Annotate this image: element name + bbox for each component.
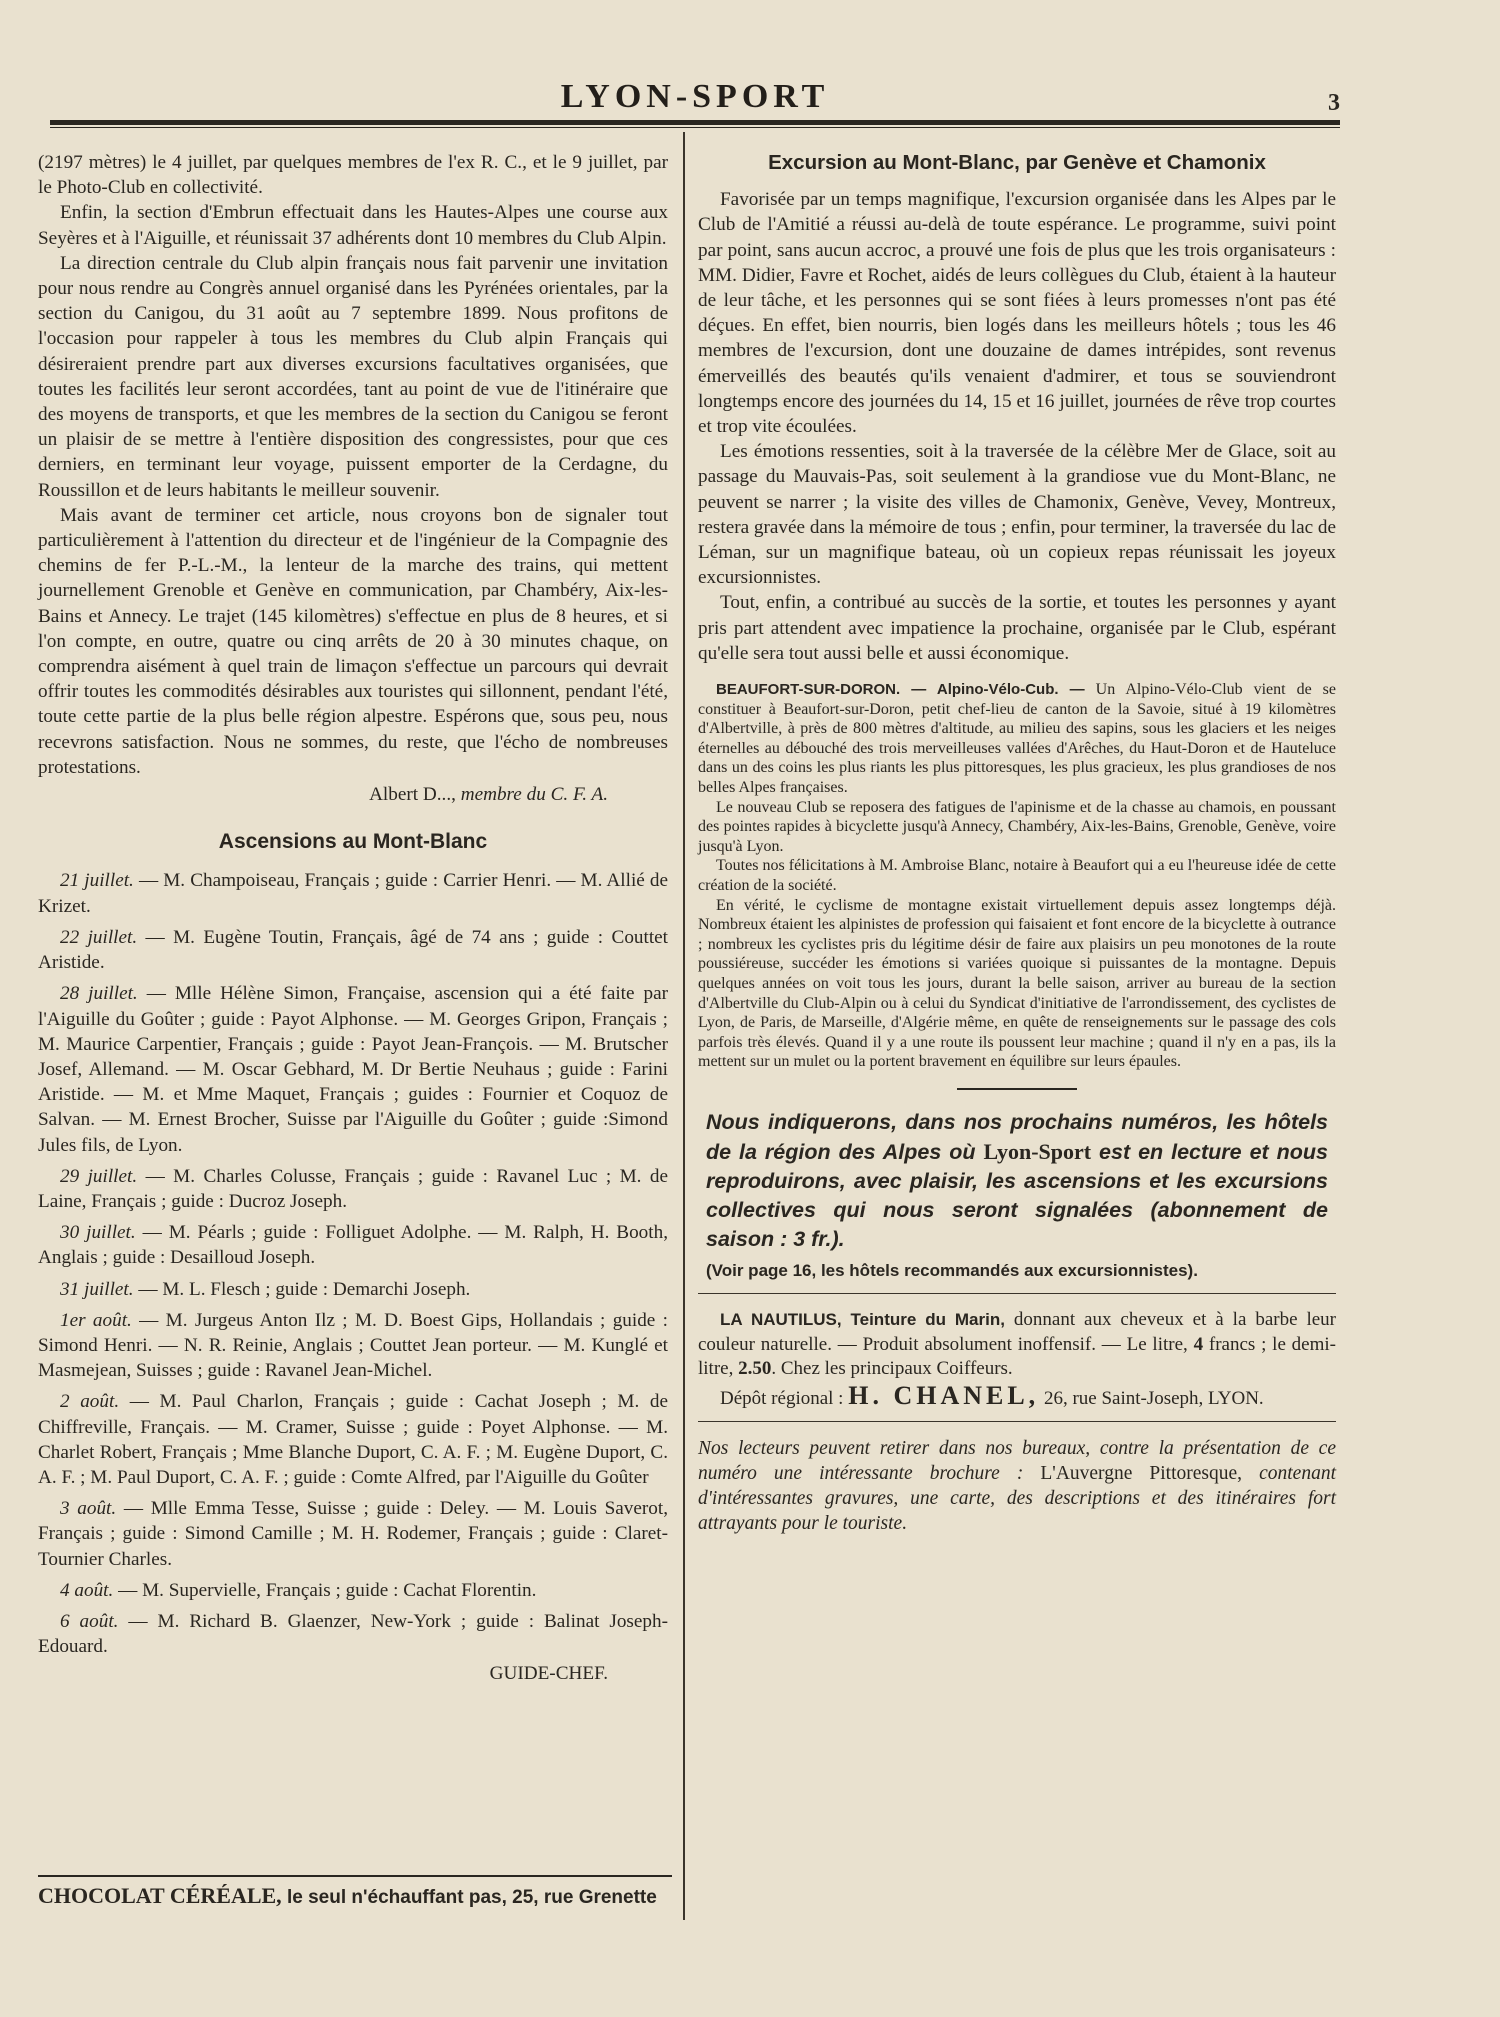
signature-name: Albert D...,: [369, 784, 456, 806]
beaufort-paragraph: Toutes nos félicitations à M. Ambroise Blanc, notaire à Beaufort qui a eu l'heureuse idée de cette création de la société.: [698, 857, 1336, 894]
ascension-text: — M. Péarls ; guide : Folliguet Adolphe. — M. Ralph, H. Booth, Anglais ; guide : Desailloud Joseph.: [38, 1222, 668, 1269]
masthead-title: LYON-SPORT: [560, 78, 830, 115]
column-divider: [683, 132, 685, 1920]
ad-paragraph: [698, 1308, 1336, 1382]
ascension-date: 30 juillet.: [60, 1222, 136, 1244]
right-column: [698, 150, 1336, 1536]
chocolat-text: le seul n'échauffant pas, 25, rue Grenette: [281, 1887, 657, 1908]
article-paragraph: Mais avant de terminer cet article, nous croyons bon de signaler tout particulièrement à l'attention du directeur et de l'ingénieur de la Compagnie des chemins de fer P.-L.-M., la lenteur de la marche des trains, qui mettent journellement Grenoble et Genève en communication, par Chambéry, Aix-les-Bains et Annecy. Le trajet (145 kilomètres) s'effectue en plus de 8 heures, et si l'on compte, en outre, quatre ou cinq arrêts de 20 à 30 minutes chaque, on comprendra aisément à quel train de limaçon s'effectue un parcours qui devrait offrir toutes les commodités désirables aux touristes qui sillonnent, pendant l'été, toute cette partie de la plus belle région alpestre. Espérons que, sous peu, nous recevrons satisfaction. Nous ne sommes, du reste, que l'écho de nombreuses protestations.: [38, 504, 668, 778]
ascension-date: 21 juillet.: [60, 870, 134, 892]
ad-chanel: H. CHANEL,: [848, 1380, 1040, 1410]
ascension-entry: [38, 981, 668, 1157]
beaufort-article: [698, 680, 1336, 1072]
ascension-entry: [38, 1609, 668, 1659]
article-paragraph: Enfin, la section d'Embrun effectuait dans les Hautes-Alpes une course aux Seyères et à l'Aiguille, et réunissait 37 adhérents dont 10 membres du Club Alpin.: [38, 202, 668, 249]
masthead: [50, 78, 1340, 118]
ascension-entry: [38, 1220, 668, 1270]
ascension-text: — M. Charles Colusse, Français ; guide : Ravanel Luc ; M. de Laine, Français ; guide : Ducroz Joseph.: [38, 1165, 669, 1212]
hotels-notice: [706, 1108, 1328, 1254]
ascension-entry: [38, 1389, 668, 1490]
brochure-notice: [698, 1436, 1336, 1536]
ascension-date: 3 août.: [60, 1498, 117, 1520]
ascension-entry: [38, 868, 668, 918]
ascension-entry: [38, 1277, 668, 1302]
ad-text: . Chez les principaux Coiffeurs.: [771, 1358, 1013, 1380]
notice-text: Nous indiquerons, dans nos prochains numéros, les hôtels de la région des Alpes où: [706, 1109, 1328, 1164]
article-signature: [38, 782, 608, 807]
notice-subtext: (Voir page 16, les hôtels recommandés aux excursionnistes).: [706, 1260, 1198, 1280]
beaufort-paragraph: [698, 680, 1336, 798]
ascensions-title: Ascensions au Mont-Blanc: [218, 830, 488, 854]
beaufort-heading: BEAUFORT-SUR-DORON. — Alpino-Vélo-Cub. —: [716, 681, 1085, 699]
ascension-date: 1er août.: [60, 1309, 132, 1331]
chocolat-brand: CHOCOLAT CÉRÉALE,: [38, 1883, 282, 1908]
ascensions-list: [38, 868, 668, 1659]
ascension-text: — M. Richard B. Glaenzer, New-York ; guide : Balinat Joseph-Edouard.: [38, 1610, 668, 1658]
closing-text: Nos lecteurs peuvent retirer dans nos bureaux, contre la présentation de ce numéro une intéressante brochure :: [698, 1438, 1336, 1485]
article-paragraph: Les émotions ressenties, soit à la traversée de la célèbre Mer de Glace, soit au passage du Mauvais-Pas, soit seulement à la grandiose vue du Mont-Blanc, ne peuvent se narrer ; la visite des villes de Chamonix, Genève, Vevey, Montreux, restera gravée dans la mémoire de tous ; enfin, pour terminer, la traversée du lac de Léman, sur un magnifique bateau, où un copieux repas réunissait les joyeux excursionnistes.: [698, 441, 1337, 589]
ascension-date: 22 juillet.: [60, 926, 138, 948]
masthead-rule: [50, 120, 1340, 125]
ad-depot-label: Dépôt régional :: [720, 1387, 849, 1409]
ascension-entry: [38, 1308, 668, 1384]
ascension-date: 2 août.: [60, 1391, 120, 1413]
article-paragraph: Tout, enfin, a contribué au succès de la sortie, et toutes les personnes y ayant pris part attendent avec impatience la prochaine, organisée par le Club, espérant qu'elle sera tout aussi belle et aussi économique.: [698, 592, 1336, 664]
section-rule: [698, 1293, 1336, 1294]
section-rule: [957, 1088, 1077, 1090]
ascension-text: — M. Supervielle, Français ; guide : Cachat Florentin.: [113, 1579, 537, 1601]
masthead-rule-thin: [50, 127, 1340, 128]
ascension-date: 31 juillet.: [60, 1278, 134, 1300]
ad-text: donnant aux cheveux et à la barbe leur couleur naturelle. — Produit absolument inoffensif. — Le litre,: [698, 1309, 1336, 1355]
article-paragraph: La direction centrale du Club alpin français nous fait parvenir une invitation pour nous rendre au Congrès annuel organisé dans les Pyrénées orientales, par la section du Canigou, du 31 août au 7 septembre 1899. Nous profitons de l'occasion pour rappeler à tous les membres du Club alpin Français qui désireraient prendre part aux diverses excursions facultatives organisées, que toutes les facilités leur seront accordées, tant au point de vue de l'itinéraire que des moyens de transports, et que les membres de la section du Canigou se feront un plaisir de se mettre à l'entière disposition des congressistes, pour que ces derniers, en terminant leur voyage, puissent emporter de la Cerdagne, du Roussillon et de leurs habitants le meilleur souvenir.: [38, 252, 668, 501]
beaufort-paragraph: Le nouveau Club se reposera des fatigues de l'apinisme et de la chasse au chamois, en poussant des pointes rapides à bicyclette jusqu'à Annecy, Chambéry, Aix-les-Bains, Grenoble, Genève, voire jusqu'à Lyon.: [698, 798, 1336, 855]
ascension-entry: [38, 1164, 668, 1214]
signature-role: membre du C. F. A.: [460, 784, 608, 806]
notice-brand: Lyon-Sport: [983, 1138, 1092, 1164]
ascension-text: — M. Champoiseau, Français ; guide : Carrier Henri. — M. Allié de Krizet.: [38, 870, 669, 917]
ascension-entry: [38, 925, 668, 975]
ad-depot: [698, 1380, 1336, 1412]
beaufort-text: Un Alpino-Vélo-Club vient de se constituer à Beaufort-sur-Doron, petit chef-lieu de canton de la Savoie, situé à 19 kilomètres d'Albertville, à près de 800 mètres d'altitude, au milieu des sapins, sous les glaciers et les neiges éternelles au débouché des trois merveilleuses vallées d'Arêches, du Haut-Doron et de Hauteluce dans un des coins les plus riants les plus pittoresques, les plus gracieux, les plus grandioses de nos belles Alpes françaises.: [698, 681, 1336, 797]
nautilus-ad: [698, 1308, 1336, 1411]
closing-brochure-title: L'Auvergne Pittoresque,: [1040, 1463, 1243, 1485]
ad-name: LA NAUTILUS, Teinture du Marin,: [720, 1310, 1005, 1330]
ad-price: 4: [1193, 1333, 1204, 1355]
ad-price: 2.50: [738, 1358, 772, 1380]
ascension-text: — Mlle Emma Tesse, Suisse ; guide : Deley. — M. Louis Saverot, Français ; guide : Simond Camille ; M. H. Rodemer, Français ; guide : Claret-Tournier Charles.: [38, 1498, 668, 1570]
ascension-entry: [38, 1578, 668, 1603]
ascension-text: — Mlle Hélène Simon, Française, ascension qui a été faite par l'Aiguille du Goûter ; guide : Payot Alphonse. — M. Georges Gripon, Français ; M. Maurice Carpentier, Français ; guide : Payot Jean-François. — M. Brutscher Josef, Allemand. — M. Oscar Gebhard, M. Dr Bertie Neuhaus ; guide : Farini Aristide. — M. et Mme Maquet, Français ; guides : Fournier et Coquoz de Salvan. — M. Ernest Brocher, Suisse par l'Aiguille du Goûter ; guide :Simond Jules fils, de Lyon.: [38, 983, 669, 1156]
article-paragraph: Favorisée par un temps magnifique, l'excursion organisée dans les Alpes par le Club de l'Amitié a réussi au-delà de toute espérance. Le programme, suivi point par point, sans aucun accroc, a prouvé une fois de plus que les trois organisateurs : MM. Didier, Favre et Rochet, aidés de leurs collègues du Club, étaient à la hauteur de leur tâche, et les personnes qui se sont fiées à leurs promesses n'ont pas été déçues. En effet, bien nourris, bien logés dans les meilleurs hôtels ; tous les 46 membres de l'excursion, dont une douzaine de dames intrépides, sont revenus émerveillés des beautés qu'ils venaient d'admirer, et tous se souviendront longtemps encore des journées du 14, 15 et 16 juillet, journées de rêve trop courtes et trop vite écoulées.: [698, 189, 1336, 438]
ascension-entry: [38, 1496, 668, 1572]
ad-address: 26, rue Saint-Joseph, LYON.: [1039, 1387, 1264, 1409]
notice-text: est en lecture et nous reproduirons, avec plaisir, les ascensions et les excursions collectives qui nous seront signalées (abonnement de saison : 3 fr.).: [706, 1139, 1328, 1251]
ascension-text: — M. Paul Charlon, Français ; guide : Cachat Joseph ; M. de Chiffreville, Français. — M. Cramer, Suisse ; guide : Poyet Alphonse. — M. Charlet Robert, Français ; Mme Blanche Duport, C. A. F. ; M. Eugène Duport, C. A. F. ; M. Paul Duport, C. A. F. ; guide : Comte Alfred, par l'Aiguille du Goûter: [38, 1391, 668, 1488]
excursion-title: Excursion au Mont-Blanc, par Genève et Chamonix: [768, 151, 1266, 174]
closing-text: contenant d'intéressantes gravures, une carte, des descriptions et des itinéraires fort attrayants pour le touriste.: [698, 1463, 1336, 1535]
guide-chef-signature: GUIDE-CHEF.: [489, 1663, 608, 1685]
ascension-date: 6 août.: [60, 1610, 119, 1632]
ascension-date: 28 juillet.: [60, 983, 138, 1005]
ad-text: francs ; le demi-litre,: [698, 1333, 1336, 1380]
left-column: [38, 150, 668, 1687]
section-rule: [698, 1421, 1336, 1422]
ascension-text: — M. Eugène Toutin, Français, âgé de 74 ans ; guide : Couttet Aristide.: [38, 926, 669, 974]
ascension-text: — M. L. Flesch ; guide : Demarchi Joseph.: [133, 1278, 471, 1300]
chocolat-cereale-ad: [38, 1875, 672, 1909]
ascension-text: — M. Jurgeus Anton Ilz ; M. D. Boest Gips, Hollandais ; guide : Simond Henri. — N. R. Reinie, Anglais ; Couttet Jean porteur. — M. Kunglé et Masmejean, Suisses ; guide : Ravanel Jean-Michel.: [38, 1309, 668, 1382]
ascension-date: 4 août.: [60, 1579, 114, 1601]
article-paragraph: (2197 mètres) le 4 juillet, par quelques membres de l'ex R. C., et le 9 juillet, par le Photo-Club en collectivité.: [38, 152, 668, 199]
page-number: 3: [1328, 90, 1340, 116]
beaufort-paragraph: En vérité, le cyclisme de montagne existait virtuellement depuis assez longtemps déjà. Nombreux étaient les alpinistes de profession qui faisaient et font encore de la bicyclette à outrance ; nombreux les cyclistes pris du légitime désir de faire aux plaisirs un peu monotones de la route poussiéreuse, succéder les émotions si variées quoique si puissantes de la montagne. Depuis quelques années on voit tous les jours, durant la belle saison, arriver au bureau de la section d'Albertville du Club-Alpin ou à celui du Syndicat d'initiative de l'arrondissement, des cyclistes de Lyon, de Paris, de Marseille, d'Algérie même, en quête de renseignements sur le passage des cols parfois très élevés. Quand il y a une route ils poussent leur machine ; quand il n'y en a pas, ils la mettent sur un mulet ou la portent bravement en équilibre sur leurs épaules.: [698, 896, 1336, 1071]
ascension-date: 29 juillet.: [60, 1165, 138, 1187]
